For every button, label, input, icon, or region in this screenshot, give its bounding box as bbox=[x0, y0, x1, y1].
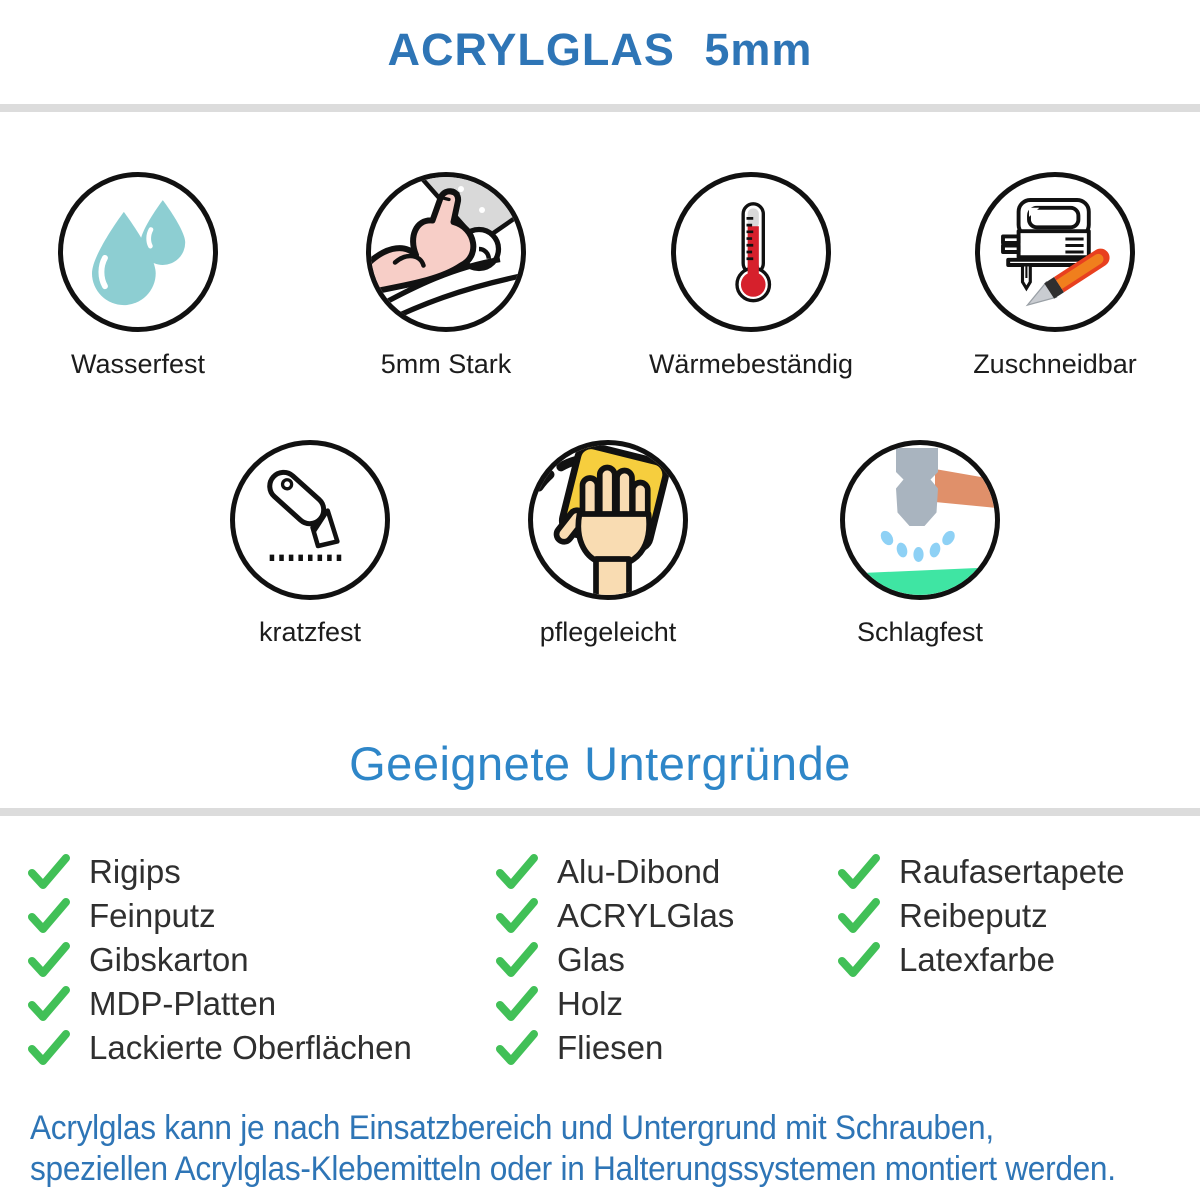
feature-circle bbox=[975, 172, 1135, 332]
check-icon bbox=[838, 942, 880, 978]
check-icon bbox=[28, 898, 70, 934]
water-drops-icon bbox=[79, 193, 197, 311]
feature-schlagfest bbox=[770, 440, 1070, 648]
feature-circle bbox=[528, 440, 688, 600]
check-icon bbox=[496, 942, 538, 978]
list-item bbox=[496, 1026, 734, 1070]
feature-circle bbox=[58, 172, 218, 332]
jigsaw-icon bbox=[990, 187, 1120, 317]
list-item bbox=[28, 894, 412, 938]
feature-circle bbox=[671, 172, 831, 332]
list-item bbox=[496, 894, 734, 938]
cleaning-hand-icon bbox=[533, 445, 683, 595]
substrate-label: Raufasertapete bbox=[899, 853, 1125, 890]
cutter-knife-icon bbox=[247, 457, 373, 583]
feature-pflegeleicht bbox=[458, 440, 758, 648]
substrate-label: Rigips bbox=[89, 853, 181, 890]
divider-bar-middle bbox=[0, 808, 1200, 816]
feature-label: Zuschneidbar bbox=[973, 349, 1137, 379]
muscle-arm-icon bbox=[371, 177, 521, 327]
substrate-label: Alu-Dibond bbox=[557, 853, 721, 890]
feature-zuschneidbar bbox=[905, 172, 1200, 380]
substrate-label: Fliesen bbox=[557, 1029, 664, 1066]
feature-circle bbox=[840, 440, 1000, 600]
feature-label: 5mm Stark bbox=[380, 349, 512, 379]
list-item bbox=[838, 850, 1125, 894]
substrate-label: Holz bbox=[557, 985, 624, 1022]
substrate-label: MDP-Platten bbox=[89, 985, 277, 1022]
feature-kratzfest bbox=[160, 440, 460, 648]
substrate-label: Reibeputz bbox=[899, 897, 1048, 934]
page-title: ACRYLGLAS 5mm bbox=[387, 24, 813, 75]
substrate-label: ACRYLGlas bbox=[557, 897, 735, 934]
feature-label: Wärmebeständig bbox=[648, 349, 854, 379]
feature-circle bbox=[230, 440, 390, 600]
footer-line-2: speziellen Acrylglas-Klebemitteln oder in Halterungssystemen montiert werden. bbox=[30, 1150, 1116, 1188]
hammer-icon bbox=[845, 445, 995, 595]
substrate-column-2 bbox=[496, 850, 734, 1070]
divider-bar-top bbox=[0, 104, 1200, 112]
check-icon bbox=[838, 898, 880, 934]
feature-wasserfest bbox=[0, 172, 288, 380]
list-item bbox=[496, 982, 734, 1026]
feature-label: kratzfest bbox=[258, 617, 362, 647]
feature-5mm-stark bbox=[296, 172, 596, 380]
substrate-label: Gibskarton bbox=[89, 941, 249, 978]
check-icon bbox=[28, 942, 70, 978]
list-item bbox=[496, 850, 734, 894]
check-icon bbox=[496, 1030, 538, 1066]
check-icon bbox=[28, 1030, 70, 1066]
list-item bbox=[28, 1026, 412, 1070]
check-icon bbox=[28, 854, 70, 890]
substrate-label: Glas bbox=[557, 941, 625, 978]
thermometer-icon bbox=[695, 196, 807, 308]
footer-note bbox=[30, 1108, 1200, 1190]
list-item bbox=[28, 982, 412, 1026]
feature-circle bbox=[366, 172, 526, 332]
footer-line-1: Acrylglas kann je nach Einsatzbereich und Untergrund mit Schrauben, bbox=[30, 1109, 994, 1147]
list-item bbox=[28, 850, 412, 894]
list-item bbox=[496, 938, 734, 982]
check-icon bbox=[28, 986, 70, 1022]
feature-label: Wasserfest bbox=[70, 349, 206, 379]
substrate-column-1 bbox=[28, 850, 412, 1070]
feature-waermebestaendig bbox=[601, 172, 901, 380]
check-icon bbox=[838, 854, 880, 890]
check-icon bbox=[496, 854, 538, 890]
feature-label: Schlagfest bbox=[856, 617, 984, 647]
list-item bbox=[838, 894, 1125, 938]
check-icon bbox=[496, 986, 538, 1022]
substrate-label: Feinputz bbox=[89, 897, 216, 934]
list-item bbox=[28, 938, 412, 982]
list-item bbox=[838, 938, 1125, 982]
feature-label: pflegeleicht bbox=[539, 617, 677, 647]
section-heading: Geeignete Untergründe bbox=[349, 737, 851, 790]
substrate-column-3 bbox=[838, 850, 1125, 982]
check-icon bbox=[496, 898, 538, 934]
substrate-label: Latexfarbe bbox=[899, 941, 1055, 978]
substrate-label: Lackierte Oberflächen bbox=[89, 1029, 412, 1066]
